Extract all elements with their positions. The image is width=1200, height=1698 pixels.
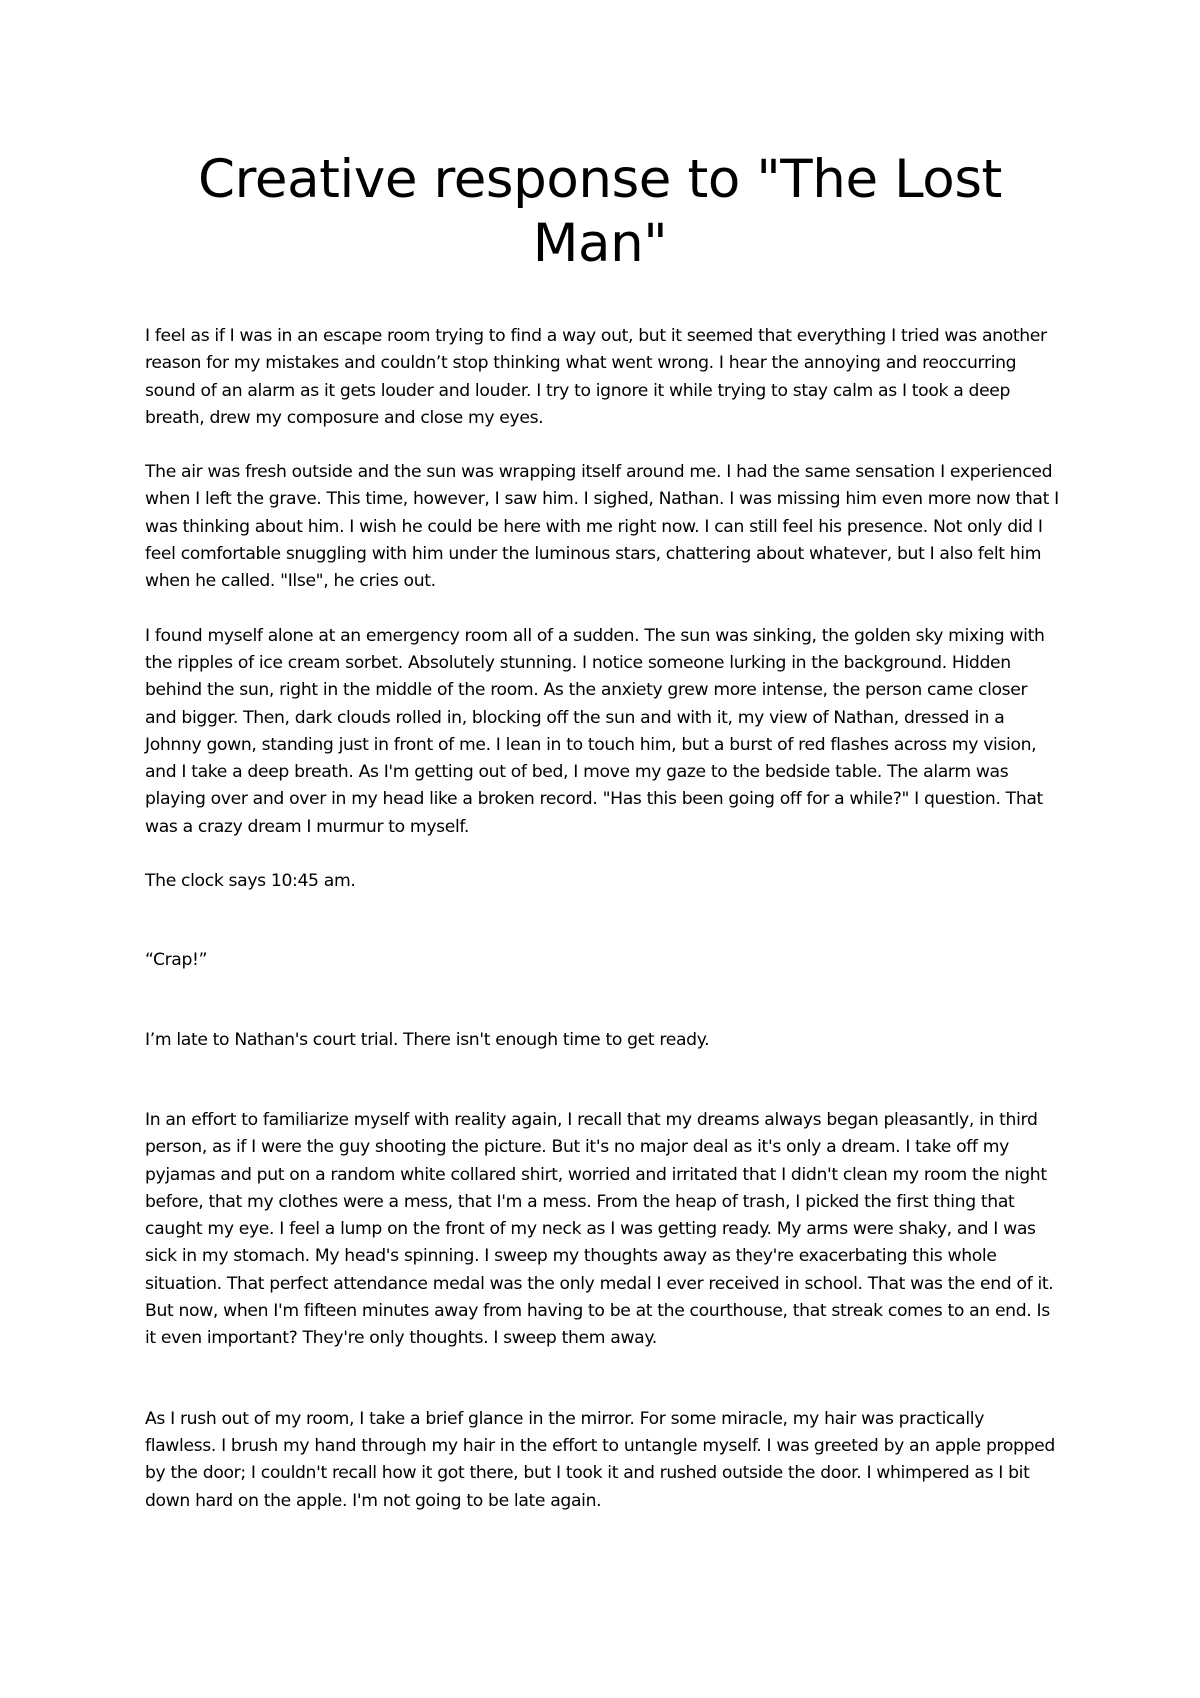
paragraph-mirror: As I rush out of my room, I take a brief glance in the mirror. For some miracle, my hair was practically flawless. I brush my hand through my hair in the effort to untangle myself. I was greeted by an apple propped by the door; I couldn't recall how it got there, but I took it and rushed outside the door. I whimpered as I bit down hard on the apple. I'm not going to be late again. [145,1408,1055,1511]
paragraph-reality: In an effort to familiarize myself with reality again, I recall that my dreams always began pleasantly, in third person, as if I were the guy shooting the picture. But it's no major deal as it's only a dream. I take off my pyjamas and put on a random white collared shirt, worried and irritated that I didn't clean my room the night before, that my clothes were a mess, that I'm a mess. From the heap of trash, I picked the first thing that caught my eye. I feel a lump on the front of my neck as I was getting ready. My arms were shaky, and I was sick in my stomach. My head's spinning. I sweep my thoughts away as they're exacerbating this whole situation. That perfect attendance medal was the only medal I ever received in school. That was the end of it. But now, when I'm fifteen minutes away from having to be at the courthouse, that streak comes to an end. Is it even important? They're only thoughts. I sweep them away. [145,1109,1054,1349]
document-title: Creative response to "The Lost Man" [198,149,1002,274]
paragraph-fresh-air: The air was fresh outside and the sun was wrapping itself around me. I had the same sensation I experienced when I left the grave. This time, however, I saw him. I sighed, Nathan. I was missing him even more now that I was thinking about him. I wish he could be here with me right now. I can still feel his presence. Not only did I feel comfortable snuggling with him under the luminous stars, chattering about whatever, but I also felt him when he called. "Ilse", he cries out. [145,462,1059,592]
paragraph-exclamation: “Crap!” [145,950,208,971]
paragraph-late: I’m late to Nathan's court trial. There isn't enough time to get ready. [145,1029,710,1050]
paragraph-emergency-room: I found myself alone at an emergency room all of a sudden. The sun was sinking, the golden sky mixing with the ripples of ice cream sorbet. Absolutely stunning. I notice someone lurking in the background. Hidden behind the sun, right in the middle of the room. As the anxiety grew more intense, the person came closer and bigger. Then, dark clouds rolled in, blocking off the sun and with it, my view of Nathan, dressed in a Johnny gown, standing just in front of me. I lean in to touch him, but a burst of red flashes across my vision, and I take a deep breath. As I'm getting out of bed, I move my gaze to the bedside table. The alarm was playing over and over in my head like a broken record. "Has this been going off for a while?" I question. That was a crazy dream I murmur to myself. [145,625,1045,837]
paragraph-clock: The clock says 10:45 am. [145,871,356,892]
document-body [145,323,1060,1515]
paragraph-escape-room: I feel as if I was in an escape room trying to find a way out, but it seemed that everything I tried was another reason for my mistakes and couldn’t stop thinking what went wrong. I hear the annoying and reoccurring sound of an alarm as it gets louder and louder. I try to ignore it while trying to stay calm as I took a deep breath, drew my composure and close my eyes. [145,326,1047,428]
